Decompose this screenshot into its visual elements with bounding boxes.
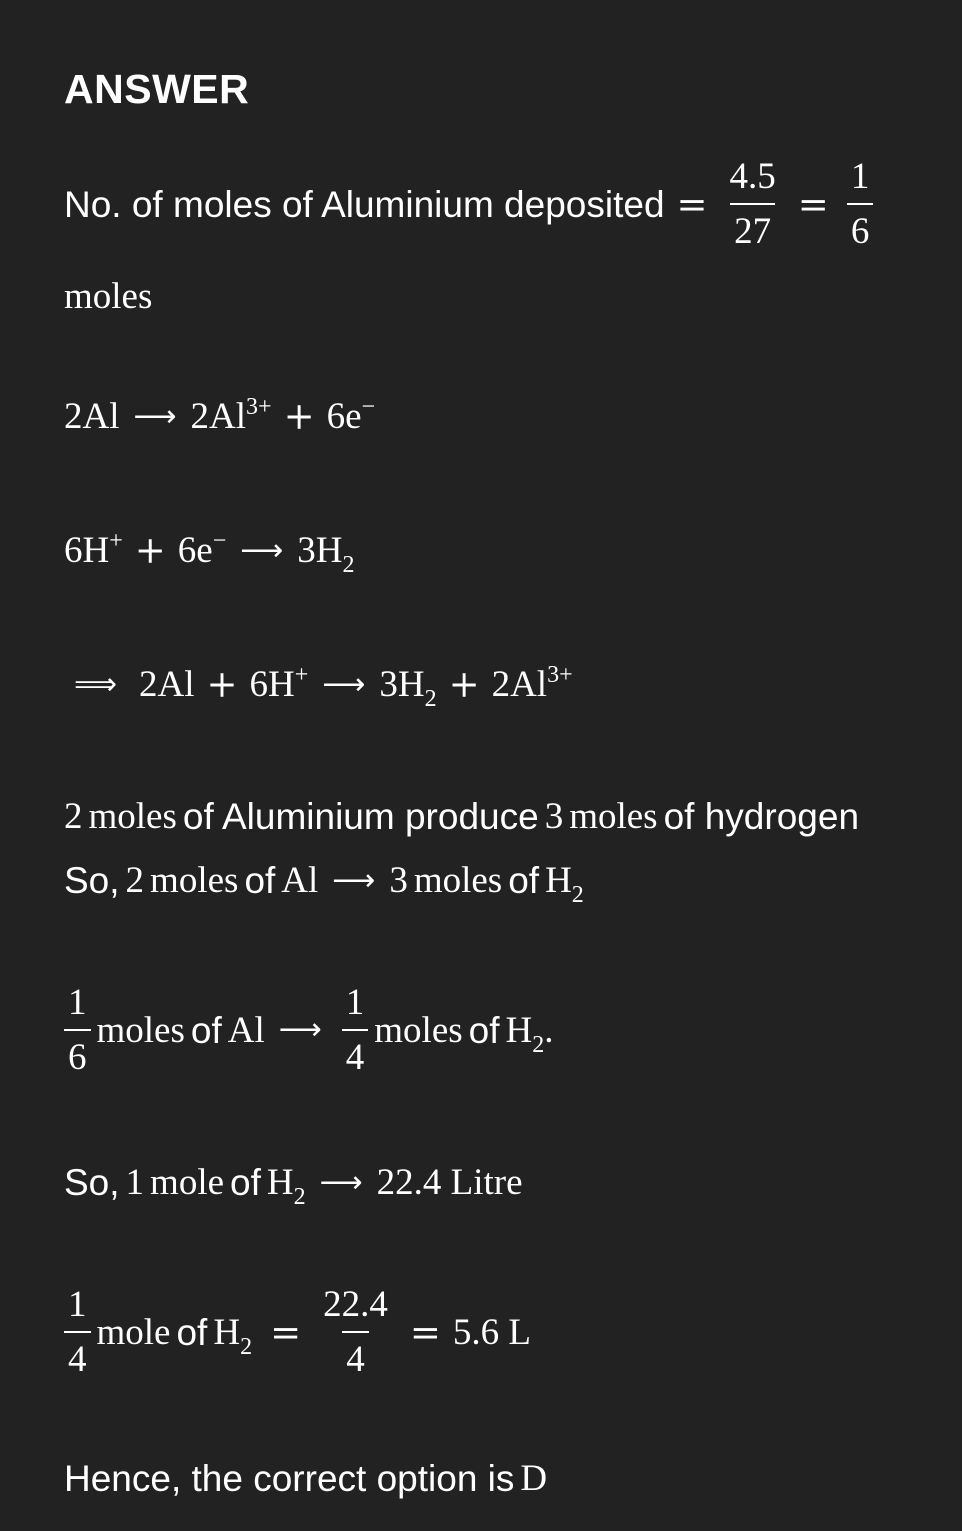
reactant-al: 2Al [64,396,120,437]
fraction-numerator: 1 [345,982,365,1023]
equals-sign: = [797,182,829,226]
fraction-denominator: 6 [847,203,874,250]
number-3: 3 [544,796,564,837]
oxidation-half-reaction [64,394,376,438]
result-value: 5.6 L [452,1311,531,1353]
volume-calculation [58,1286,531,1378]
reactant-h-ion: 6H+ [64,528,123,571]
volume-value: 22.4 Litre [376,1162,523,1203]
net-reaction [64,662,573,712]
word-moles: moles [569,796,658,837]
moles-unit: moles [64,276,153,317]
proportional-moles-equation [58,984,554,1076]
answer-heading: ANSWER [64,66,250,112]
reaction-arrow-icon: ⟶ [332,862,376,898]
word-moles: moles [413,860,503,901]
mole-ratio-equation [64,860,584,908]
fraction-1-over-4 [342,984,369,1076]
reaction-arrow-icon: ⟶ [278,1012,322,1047]
fraction-denominator: 4 [342,1331,369,1378]
symbol-h2: $H_2$ [213,1311,253,1360]
fraction-denominator: 4 [64,1331,91,1378]
equals-sign: = [676,182,708,226]
fraction-numerator: 4.5 [729,156,776,197]
reaction-arrow-icon: ⟶ [322,666,366,702]
symbol-al: Al [281,860,319,901]
fraction-numerator: 1 [850,156,870,197]
symbol-h2: $H_2$ [545,860,584,908]
word-of: of [468,1009,500,1051]
word-of: of [176,1311,208,1353]
plus-sign: + [206,663,238,706]
plus-sign: + [448,663,480,706]
fraction-denominator: 27 [730,203,775,250]
word-mole: mole [96,1311,171,1353]
number-3: 3 [389,860,408,901]
conclusion-text: Hence, the correct option is [64,1458,515,1499]
word-mole: mole [150,1162,225,1203]
symbol-h2: $H_2$. [505,1009,554,1058]
reaction-arrow-icon: ⟶ [133,398,177,434]
product-electrons: 6e− [326,394,376,437]
plus-sign: + [283,395,315,438]
word-of: of [190,1009,222,1051]
fraction-4-5-over-27 [726,158,780,250]
reduction-half-reaction [64,528,355,578]
product-al-ion: $2Al^{3+}$ [491,662,573,705]
word-moles: moles [96,1009,185,1051]
fraction-1-over-4 [64,1286,91,1378]
equals-sign: = [409,1310,441,1354]
moles-deposited-equation [64,158,879,250]
fraction-numerator: 1 [68,1284,87,1325]
reactant-h-ion: 6H+ [249,662,309,705]
reaction-arrow-icon: ⟶ [319,1164,363,1200]
statement-text: So, [64,860,120,901]
word-of: of [230,1162,261,1203]
word-of: of [244,860,276,901]
word-of: of [508,860,540,901]
reaction-arrow-icon: ⟶ [240,532,284,568]
symbol-h2: $H_2$ [266,1162,306,1210]
fraction-denominator: 6 [64,1029,91,1076]
plus-sign: + [134,529,166,572]
statement-text: So, [64,1162,120,1203]
conclusion-statement [64,1460,547,1497]
fraction-22-4-over-4 [319,1286,392,1378]
product-h2: $3H_2$ [379,664,437,712]
correct-option: D [520,1458,548,1499]
fraction-denominator: 4 [342,1029,369,1076]
mole-ratio-statement [64,798,859,835]
fraction-numerator: 1 [68,982,87,1023]
equals-sign: = [270,1310,302,1354]
implies-arrow-icon: ⟹ [74,666,118,702]
reactant-electrons: 6e− [177,528,227,571]
number-1: 1 [125,1162,145,1203]
fraction-1-over-6 [64,984,91,1076]
statement-text: of hydrogen [663,796,860,837]
word-moles: moles [88,796,177,837]
reactant-al: 2Al [139,664,195,705]
fraction-numerator: 22.4 [323,1284,388,1325]
product-al-ion: $2Al^{3+}$ [190,394,272,437]
word-moles: moles [150,860,239,901]
moles-deposited-label: No. of moles of Aluminium deposited [64,183,665,225]
fraction-1-over-6 [847,158,874,250]
product-h2: $3H_2$ [297,530,355,578]
word-moles: moles [374,1009,463,1051]
symbol-al: Al [227,1009,265,1051]
number-2: 2 [125,860,145,901]
number-2: 2 [64,796,83,837]
molar-volume-statement [64,1162,523,1210]
statement-text: of Aluminium produce [182,796,539,837]
